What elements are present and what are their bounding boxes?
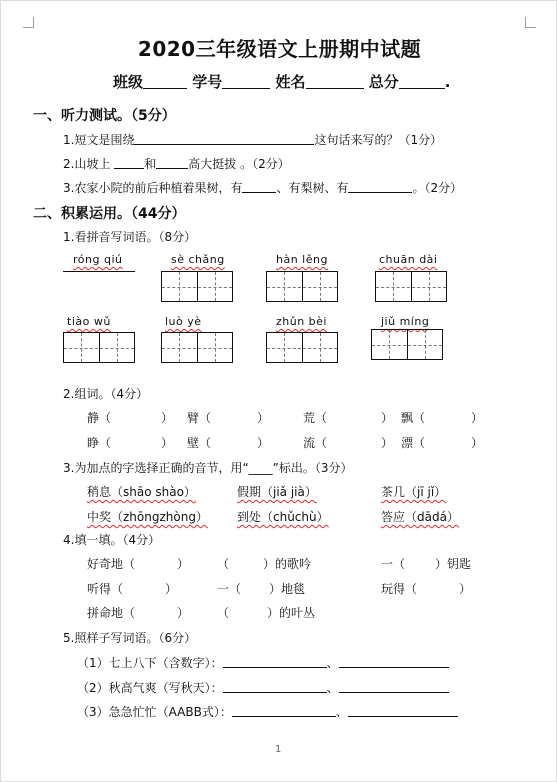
zuci-item: ） [161, 411, 174, 425]
s2-question-1: 1.看拼音写词语。（8分） [63, 230, 197, 244]
fill-item: 一（ [217, 582, 242, 596]
pinyin-label: chuān dài [379, 253, 438, 266]
answer-blank[interactable] [223, 681, 327, 693]
syllable-choice[interactable]: 假期（jiǎ jià） [237, 485, 317, 499]
grid-guide [425, 330, 426, 359]
zuci-item: 荒（ [303, 411, 328, 425]
pinyin-label: luò yè [165, 315, 202, 328]
answer-blank[interactable] [232, 705, 336, 717]
example-row [77, 703, 458, 720]
pinyin-label: hàn lěng [276, 253, 328, 266]
writing-grid[interactable] [63, 332, 135, 363]
fill-item: 一（ [381, 557, 406, 571]
fill-item: ） [177, 557, 190, 571]
answer-blank[interactable] [223, 656, 327, 668]
writing-grid[interactable] [161, 332, 233, 363]
pinyin-label: tiào wǔ [67, 315, 111, 328]
answer-blank[interactable] [339, 681, 449, 693]
fill-item: 拼命地（ [87, 606, 136, 620]
fill-item: 玩得（ [381, 582, 418, 596]
grid-divider [99, 333, 100, 362]
fill-item: ）地毯 [269, 582, 306, 596]
s1-question-1 [63, 131, 442, 148]
example-row [77, 679, 449, 696]
writing-grid[interactable] [266, 332, 338, 363]
fill-item: ） [459, 582, 472, 596]
fill-item: ）的叶丛 [267, 606, 316, 620]
answer-blank[interactable] [348, 705, 458, 717]
syllable-choice[interactable]: 稍息（shāo shào） [87, 485, 196, 499]
grid-guide [284, 272, 285, 301]
example-text: （3）急急忙忙（AABB式）： [77, 705, 232, 719]
section-1-heading: 一、听力测试。（5分） [33, 108, 176, 124]
fill-item: ）钥匙 [435, 557, 472, 571]
score-blank[interactable] [399, 74, 445, 89]
grid-guide [117, 333, 118, 362]
example-row [77, 654, 449, 671]
example-text: （2）秋高气爽（写秋天）： [77, 681, 223, 695]
fill-item: ）的歌吟 [263, 557, 312, 571]
number-blank[interactable] [222, 74, 270, 89]
s2-question-2: 2.组词。（4分） [63, 387, 149, 401]
s2-question-5: 5.照样子写词语。（6分） [63, 631, 197, 645]
grid-guide [389, 330, 390, 359]
s1-q1-text-a: 1.短文是围绕 [63, 133, 135, 147]
zuci-item: 睁（ [87, 436, 112, 450]
zuci-item: 飘（ [401, 411, 426, 425]
zuci-item: ） [471, 436, 484, 450]
fill-item: 好奇地（ [87, 557, 136, 571]
zuci-item: ） [381, 436, 394, 450]
fill-item: ） [177, 606, 190, 620]
s1-q3-text-b: 、有梨树、有 [276, 181, 349, 195]
answer-blank[interactable] [339, 656, 449, 668]
s1-q1-text-b: 这句话来写的？（1分） [314, 133, 443, 147]
zuci-item: 漂（ [401, 436, 426, 450]
number-label: 学号 [192, 73, 223, 91]
page-number: 1 [275, 744, 282, 755]
s2-question-3: 3.为加点的字选择正确的音节，用“____”标出。（3分） [63, 461, 353, 475]
zuci-item: ） [471, 411, 484, 425]
grid-guide [81, 333, 82, 362]
student-info-line [113, 71, 450, 92]
class-blank[interactable] [143, 74, 187, 89]
answer-blank[interactable] [242, 181, 276, 193]
s1-question-2 [63, 155, 290, 172]
answer-blank[interactable] [114, 157, 144, 169]
syllable-choice[interactable]: 到处（chǔchù） [237, 510, 329, 524]
syllable-choice[interactable]: 答应（dādá） [381, 510, 459, 524]
separator: 、 [326, 681, 339, 695]
pinyin-label: jiǔ míng [381, 315, 430, 328]
name-blank[interactable] [306, 74, 364, 89]
pinyin-label: sè chǎng [171, 253, 225, 266]
grid-guide [320, 333, 321, 362]
grid-divider [197, 272, 198, 301]
zuci-item: ） [257, 436, 270, 450]
separator: 、 [335, 705, 348, 719]
fill-item: （ [217, 557, 230, 571]
zuci-item: 臂（ [187, 411, 212, 425]
s2-question-4: 4.填一填。（4分） [63, 533, 161, 547]
answer-blank[interactable] [134, 133, 314, 145]
pinyin-label: róng qiú [73, 253, 123, 266]
syllable-choice[interactable]: 茶几（jī jǐ） [381, 485, 447, 499]
s1-q3-text-a: 3.农家小院的前后种植着果树，有 [63, 181, 243, 195]
grid-guide [393, 272, 394, 301]
writing-line [63, 271, 135, 272]
zuci-item: ） [257, 411, 270, 425]
end-mark: . [444, 73, 451, 91]
grid-guide [179, 272, 180, 301]
writing-grid[interactable] [375, 271, 447, 302]
writing-grid[interactable] [371, 329, 443, 360]
zuci-item: 壁（ [187, 436, 212, 450]
writing-grid[interactable] [266, 271, 338, 302]
s1-q2-text-a: 2.山坡上 [63, 157, 111, 171]
answer-blank[interactable] [348, 181, 412, 193]
grid-divider [197, 333, 198, 362]
s1-question-3 [63, 179, 462, 196]
grid-divider [407, 330, 408, 359]
fill-item: （ [217, 606, 230, 620]
example-text: （1）七上八下（含数字）： [77, 656, 223, 670]
grid-guide [284, 333, 285, 362]
margin-corner-mark [23, 17, 34, 28]
s1-q3-text-c: 。（2分） [412, 181, 463, 195]
pinyin-label: zhǔn bèi [276, 315, 327, 328]
s1-q2-text-c: 高大挺拔 。（2分） [188, 157, 290, 171]
class-label: 班级 [113, 73, 144, 91]
grid-guide [179, 333, 180, 362]
writing-grid[interactable] [161, 271, 233, 302]
s1-q2-text-b: 和 [144, 157, 157, 171]
grid-divider [302, 272, 303, 301]
separator: 、 [326, 656, 339, 670]
section-2-heading: 二、积累运用。（44分） [33, 206, 186, 222]
grid-guide [215, 333, 216, 362]
zuci-item: 静（ [87, 411, 112, 425]
zuci-item: ） [161, 436, 174, 450]
fill-item: 听得（ [87, 582, 124, 596]
fill-item: ） [165, 582, 178, 596]
syllable-choice[interactable]: 中奖（zhōngzhòng） [87, 510, 208, 524]
zuci-item: 流（ [303, 436, 328, 450]
name-label: 姓名 [275, 73, 306, 91]
page-title: 2020三年级语文上册期中试题 [137, 37, 422, 61]
grid-guide [320, 272, 321, 301]
zuci-item: ） [381, 411, 394, 425]
grid-divider [302, 333, 303, 362]
grid-guide [429, 272, 430, 301]
grid-divider [411, 272, 412, 301]
margin-corner-mark [525, 17, 536, 28]
grid-guide [215, 272, 216, 301]
answer-blank[interactable] [156, 157, 188, 169]
score-label: 总分 [368, 73, 399, 91]
